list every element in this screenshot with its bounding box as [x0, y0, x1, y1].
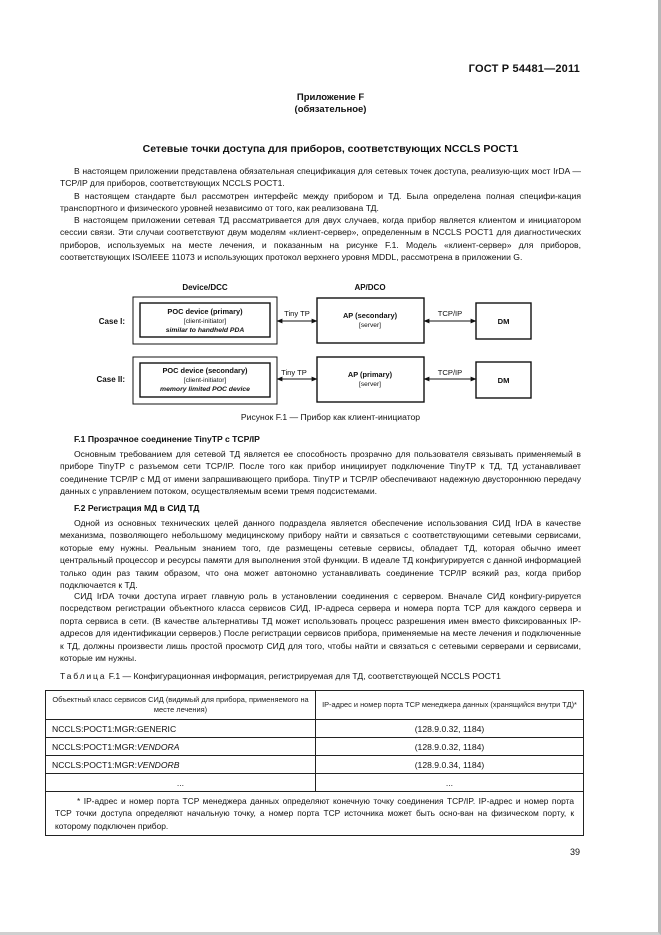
table-cell-class: ... — [46, 774, 316, 792]
case2-link2-label: TCP/IP — [437, 368, 463, 377]
config-table — [45, 690, 584, 836]
table-row — [46, 720, 584, 738]
table-footnote: * IP-адрес и номер порта TCP менеджера данных определяют конечную точку соединения TCP/IP. IP-адрес и номер порта TCP точки доступа определяют начальную точку, а номер порта TCP источника может быть осно-ван на физическом порту, к которому подключен прибор. — [46, 792, 584, 836]
case1-ap-box — [317, 298, 424, 343]
table-cell-address: ... — [316, 774, 584, 792]
appendix-title: Приложение F — [296, 92, 365, 103]
case1-device-line3: similar to handheld PDA — [165, 327, 245, 334]
section-f1-text: Основным требованием для сетевой ТД является ее способность прозрачно для пользователя связывать применяемый в приборе TinyTP с разъемом сети TCP/IP. После того как прибор инициирует подключение TinyTP к ТД, ТД устанавливает соединение TCP/IP с МД от имени запрашивающего прибора. TinyTP и TCP/IP обеспечивают надежную двустороннюю передачу данных с управлением потоком, осуществляемым всеми тремя подсистемами. — [60, 449, 581, 497]
table-row — [46, 738, 584, 756]
table-header-row — [46, 691, 584, 720]
case2-ap-line2: [server] — [359, 381, 381, 388]
case1-ap-line1: AP (secondary) — [342, 311, 398, 320]
case1-device-line2: [client-initiator] — [183, 318, 227, 325]
table-cell-class: NCCLS:POCT1:MGR:VENDORA — [46, 738, 316, 756]
table-row — [46, 774, 584, 792]
case2-label: Case II: — [96, 375, 125, 384]
case2-device-line1: POC device (secondary) — [162, 366, 248, 375]
case1-label: Case I: — [98, 317, 125, 326]
main-title: Сетевые точки доступа для приборов, соответствующих NCCLS POCT1 — [142, 143, 519, 155]
section-f1-heading: F.1 Прозрачное соединение TinyTP с TCP/IP — [74, 434, 260, 444]
intro-paragraph-1: В настоящем приложении представлена обязательная спецификация для сетевых точек доступа, реализую-щих мост IrDA — TCP/IP для приборов, соответствующих NCCLS POCT1. — [60, 166, 581, 189]
table-header-class: Объектный класс сервисов СИД (видимый для прибора, применяемого на месте лечения) — [46, 691, 316, 720]
case1-ap-line2: [server] — [359, 322, 381, 329]
case2-device-line3: memory limited POC device — [160, 386, 250, 393]
case1-link2-label: TCP/IP — [437, 309, 463, 318]
col-ap-label: AP/DCO — [354, 283, 386, 292]
section-f2-paragraph-1: Одной из основных технических целей данного подраздела является обеспечение использования СИД IrDA в качестве механизма, позволяющего небольшому медицинскому прибору найти и связаться с соответствующими сетевыми сервисами, которые ему нужны. Реальным знанием того, где размещены сетевые сервисы, обладает ТД, которая обычно имеет центральный процессор и ресурсы памяти для выполнения этой функции. В идеале ТД конфигурируется с данной информацией только один раз таким образом, что она может автономно устанавливать соединение TCP/IP всякий раз, когда прибор подключается к ТД. — [60, 518, 581, 591]
page-number: 39 — [569, 847, 580, 857]
figure-caption: Рисунок F.1 — Прибор как клиент-инициатор — [240, 412, 421, 422]
table-cell-address: (128.9.0.32, 1184) — [316, 738, 584, 756]
section-f2-paragraph-2: СИД IrDA точки доступа играет главную роль в установлении соединения с сервером. Вначале СИД конфигу-рируется посредством регистрации объектного класса сервисов СИД, IP-адреса сервера и номера порта TCP для каждого сервера и порта сервиса в сети. (В качестве альтернативы ТД может использовать процесс разрешения имен вместо фиксированных IP-адресов для идентификации серверов.) После регистрации сервисов прибора, применяемые на месте лечения и подключенные к ТД, должны произвести лишь простой просмотр СИД для того, чтобы найти и связаться с сетевыми серверами и сервисами, которые им нужны. — [60, 591, 581, 664]
table-cell-address: (128.9.0.34, 1184) — [316, 756, 584, 774]
table-cell-class: NCCLS:POCT1:MGR:VENDORB — [46, 756, 316, 774]
table-cell-class: NCCLS:POCT1:MGR:GENERIC — [46, 720, 316, 738]
table-caption — [60, 671, 501, 681]
table-footnote-row — [46, 792, 584, 836]
case2-dm-label: DM — [497, 376, 510, 385]
case2-ap-box — [317, 357, 424, 402]
intro-paragraph-2: В настоящем стандарте был рассмотрен интерфейс между прибором и ТД. Была определена полная специфи-кация транспортного и физического уровней независимо от того, как реализована ТД. — [60, 191, 581, 214]
table-caption-text: F.1 — Конфигурационная информация, регистрируемая для ТД, соответствующей NCCLS POCT1 — [108, 671, 501, 681]
case1-dm-label: DM — [497, 317, 510, 326]
case1-device-line1: POC device (primary) — [167, 307, 243, 316]
table-header-address: IP-адрес и номер порта TCP менеджера данных (хранящийся внутри ТД)* — [316, 691, 584, 720]
section-f2-heading: F.2 Регистрация МД в СИД ТД — [74, 503, 200, 513]
standard-number: ГОСТ Р 54481—2011 — [468, 63, 580, 75]
case1-link1-label: Tiny TP — [284, 309, 310, 318]
case2-link1-label: Tiny TP — [281, 368, 307, 377]
col-device-label: Device/DCC — [182, 283, 228, 292]
appendix-status: (обязательное) — [294, 104, 367, 115]
table-caption-label: Таблица — [60, 671, 107, 681]
table-row — [46, 756, 584, 774]
case2-device-line2: [client-initiator] — [183, 377, 227, 384]
table-cell-address: (128.9.0.32, 1184) — [316, 720, 584, 738]
intro-paragraph-3: В настоящем приложении сетевая ТД рассматривается для двух случаев, когда прибор является клиентом и инициатором сессии связи. Эти случаи соответствуют двум моделям «клиент-сервер», определенным в NCCLS POCT1 для диагностических приборов, используемых на месте лечения, и показанным на рисунке F.1. Модель «клиент-сервер» для приборов, соответствующих ISO/IEEE 11073 и использующих протокол верхнего уровня MDDL, рассмотрена в приложении G. — [60, 215, 581, 263]
case2-ap-line1: AP (primary) — [347, 370, 393, 379]
